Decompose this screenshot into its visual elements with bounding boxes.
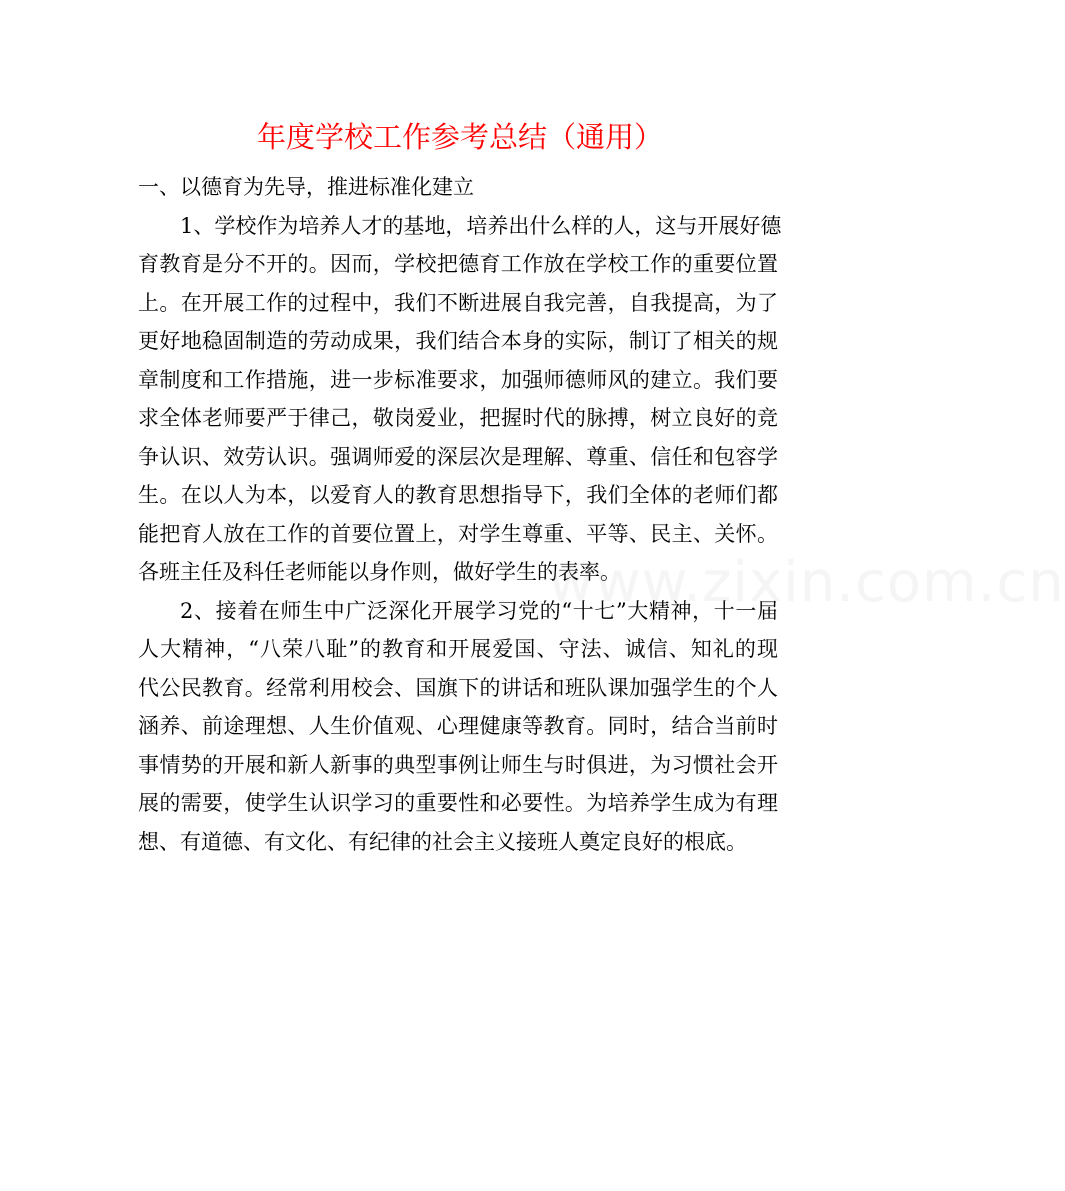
paragraph-line: 求全体老师要严于律己，敬岗爱业，把握时代的脉搏，树立良好的竞 — [138, 406, 778, 430]
paragraph-line: 代公民教育。经常利用校会、国旗下的讲话和班队课加强学生的个人 — [138, 675, 778, 700]
paragraph-line: 上。在开展工作的过程中，我们不断进展自我完善，自我提高，为了 — [138, 290, 778, 315]
paragraph-line: 章制度和工作措施，进一步标准要求，加强师德师风的建立。我们要 — [138, 367, 778, 392]
paragraph-line: 人大精神，“八荣八耻”的教育和开展爱国、守法、诚信、知礼的现 — [138, 637, 778, 661]
paragraph-line: 各班主任及科任老师能以身作则，做好学生的表率。 — [138, 560, 621, 584]
paragraph-line: 生。在以人为本，以爱育人的教育思想指导下，我们全体的老师们都 — [138, 483, 778, 507]
paragraph-line: 2、接着在师生中广泛深化开展学习党的“十七”大精神，十一届 — [180, 598, 778, 623]
paragraph-line: 事情势的开展和新人新事的典型事例让师生与时俱进，为习惯社会开 — [138, 752, 778, 777]
section-heading: 一、以德育为先导，推进标准化建立 — [138, 175, 474, 199]
paragraph-1 — [138, 207, 782, 592]
paragraph-line: 争认识、效劳认识。强调师爱的深层次是理解、尊重、信任和包容学 — [138, 444, 778, 469]
paragraph-line: 想、有道德、有文化、有纪律的社会主义接班人奠定良好的根底。 — [138, 829, 747, 854]
paragraph-2 — [138, 592, 778, 862]
paragraph-line: 展的需要，使学生认识学习的重要性和必要性。为培养学生成为有理 — [138, 791, 778, 815]
document-title: 年度学校工作参考总结（通用） — [256, 120, 663, 154]
paragraph-line: 育教育是分不开的。因而，学校把德育工作放在学校工作的重要位置 — [138, 252, 778, 276]
document-body — [138, 168, 782, 861]
paragraph-line: 涵养、前途理想、人生价值观、心理健康等教育。同时，结合当前时 — [138, 714, 778, 738]
paragraph-line: 1、学校作为培养人才的基地，培养出什么样的人，这与开展好德 — [180, 213, 782, 238]
paragraph-line: 能把育人放在工作的首要位置上，对学生尊重、平等、民主、关怀。 — [138, 521, 778, 546]
watermark: www.zixin.com.cn — [548, 550, 1065, 615]
paragraph-line: 更好地稳固制造的劳动成果，我们结合本身的实际，制订了相关的规 — [138, 329, 778, 353]
